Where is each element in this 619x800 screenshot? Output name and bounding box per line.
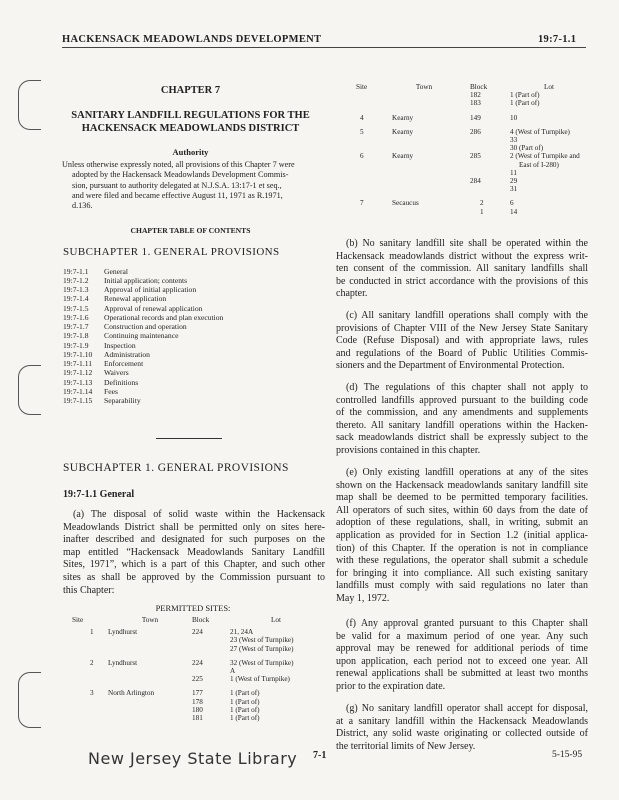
table-cell xyxy=(72,645,108,653)
table-row xyxy=(340,193,588,207)
paragraph-line: chapter. xyxy=(336,288,368,300)
table-row xyxy=(72,675,322,683)
table-row xyxy=(72,653,322,667)
column-header-town: Town xyxy=(141,616,159,624)
toc-item: 19:7-1.13 Definitions xyxy=(63,378,139,387)
table-cell xyxy=(378,91,470,99)
table-cell xyxy=(378,161,470,169)
toc-item: 19:7-1.5 Approval of renewal application xyxy=(63,304,203,313)
table-cell: Kearny xyxy=(392,127,414,136)
table-cell xyxy=(192,645,230,653)
table-row xyxy=(340,91,588,99)
paragraph-line: (b) No sanitary landfill site shall be operated within the xyxy=(346,238,588,249)
table-cell xyxy=(470,185,510,193)
table-row xyxy=(340,208,588,216)
table-row xyxy=(340,99,588,107)
table-cell: 149 xyxy=(470,113,481,122)
paragraph-line: (a) The disposal of solid waste within the Hackensack xyxy=(73,509,325,520)
paragraph-line: (g) No sanitary landfill operator shall accept for disposal, xyxy=(346,703,588,714)
library-stamp: New Jersey State Library xyxy=(88,749,298,768)
table-cell xyxy=(108,714,192,722)
table-cell xyxy=(108,675,192,683)
table-row xyxy=(72,645,322,653)
table-cell: 7 xyxy=(360,199,364,208)
paragraph-line: tion) of this Chapter. If the operation is not in compliance xyxy=(336,542,588,554)
paragraph-line: Hackensack meadowlands district without the express writ- xyxy=(336,250,588,262)
table-cell: 14 xyxy=(510,207,518,216)
paragraph-line: the territorial limits of New Jersey. xyxy=(336,740,476,752)
paragraph-line: provisions of Chapter VIII of the New Jersey State Sanitary xyxy=(336,322,588,334)
toc-heading: CHAPTER TABLE OF CONTENTS xyxy=(130,226,251,235)
table-cell: Lyndhurst xyxy=(108,658,138,667)
paragraph-line: provisions contained in this chapter. xyxy=(336,444,481,456)
table-cell xyxy=(340,144,378,152)
table-row xyxy=(72,698,322,706)
paragraph-line: application as provided for in Section 1.2 (initial applica- xyxy=(336,529,588,541)
paragraph-line: adoption of these regulations, shall, in writing, submit an xyxy=(336,517,588,529)
page-number: 7-1 xyxy=(313,750,327,761)
paragraph-line: approval may be renewed for additional periods of time xyxy=(336,643,588,655)
table-row xyxy=(340,152,588,160)
table-cell xyxy=(192,667,230,675)
table-header-row xyxy=(72,616,322,628)
table-header-row xyxy=(340,83,588,91)
chapter-title-line-2: HACKENSACK MEADOWLANDS DISTRICT xyxy=(81,123,300,134)
table-row xyxy=(340,122,588,136)
table-row xyxy=(72,714,322,722)
table-cell: 285 xyxy=(470,152,481,161)
running-header-section: 19:7-1.1 xyxy=(538,34,577,45)
paragraph-line: Meadowlands District shall be permitted only on sites here- xyxy=(63,521,325,533)
toc-item: 19:7-1.9 Inspection xyxy=(63,341,136,350)
column-header-site: Site xyxy=(72,616,84,624)
table-cell xyxy=(72,714,108,722)
table-cell xyxy=(340,208,378,216)
punch-hole-mark xyxy=(18,672,41,728)
paragraph-line: sites as shall be approved by the Commission pursuant to xyxy=(63,571,325,583)
paragraph-line: controlled landfills approved pursuant to the building code xyxy=(336,394,588,406)
toc-item: 19:7-1.4 Renewal application xyxy=(63,294,167,303)
paragraph-e xyxy=(336,467,588,606)
table-cell xyxy=(378,169,470,177)
column-header-block: Block xyxy=(192,616,210,624)
table-cell xyxy=(72,667,108,675)
table-cell: 224 xyxy=(192,628,203,637)
column-header-block: Block xyxy=(470,83,488,91)
table-cell: 29 xyxy=(510,177,518,186)
table-row xyxy=(340,136,588,144)
table-cell: 3 xyxy=(90,689,94,698)
authority-line: Unless otherwise expressly noted, all provisions of this Chapter 7 were xyxy=(62,160,295,169)
chapter-title-line-1: SANITARY LANDFILL REGULATIONS FOR THE xyxy=(71,110,310,121)
table-cell: 6 xyxy=(360,152,364,161)
paragraph-line: be conducted in strict accordance with the provisions of this xyxy=(336,275,588,287)
paragraph-line: sack meadowlands district shall be expressly subject to the xyxy=(336,432,588,444)
toc-item: 19:7-1.6 Operational records and plan execution xyxy=(63,313,224,322)
table-cell xyxy=(340,161,378,169)
table-cell: 1 (West of Turnpike) xyxy=(230,675,290,684)
table-cell: 180 xyxy=(192,705,203,714)
paragraph-b xyxy=(336,238,588,301)
table-row xyxy=(72,683,322,697)
paragraph-line: shown on the Hackensack meadowlands sanitary landfill site xyxy=(336,479,588,491)
table-cell: 1 (Part of) xyxy=(510,99,540,108)
table-cell xyxy=(108,698,192,706)
permitted-sites-table xyxy=(72,616,322,722)
paragraph-line: at a sanitary landfill within the Hackensack Meadowlands xyxy=(336,715,588,727)
table-cell: 5 xyxy=(360,127,364,136)
table-cell: Secaucus xyxy=(392,199,419,208)
section-divider xyxy=(156,438,222,439)
paragraph-f xyxy=(336,618,588,694)
table-cell xyxy=(340,185,378,193)
section-heading: 19:7-1.1 General xyxy=(63,489,135,500)
column-header-site: Site xyxy=(356,83,368,91)
paragraph-line: (f) Any approval granted pursuant to this Chapter shall xyxy=(346,618,588,629)
table-cell: 177 xyxy=(192,689,203,698)
table-cell xyxy=(72,636,108,644)
paragraph-line: map shall be deemed to be permitted temporary facilities. xyxy=(336,492,588,504)
toc-item: 19:7-1.15 Separability xyxy=(63,396,141,405)
authority-line: d.136. xyxy=(72,201,93,211)
paragraph-line: inafter described and designated for such purposes on the xyxy=(63,534,325,546)
table-cell: 1 xyxy=(90,628,94,637)
table-cell xyxy=(72,706,108,714)
table-cell xyxy=(470,136,510,144)
table-cell: Kearny xyxy=(392,113,414,122)
running-header-title: HACKENSACK MEADOWLANDS DEVELOPMENT xyxy=(62,34,322,45)
paragraph-d xyxy=(336,382,588,458)
toc-item: 19:7-1.2 Initial application; contents xyxy=(63,276,188,285)
paragraph-line: be valid for a maximum period of one year. Any such xyxy=(336,630,588,642)
table-cell: 2 xyxy=(90,658,94,667)
table-cell: 1 (Part of) xyxy=(230,697,260,706)
authority-heading: Authority xyxy=(172,147,209,157)
table-cell: 225 xyxy=(192,675,203,684)
table-cell: 11 xyxy=(510,168,517,177)
table-cell: 2 (West of Turnpike and xyxy=(510,152,580,161)
table-cell xyxy=(108,645,192,653)
paragraph-line: ten consent of the commission. All sanitary landfills shall xyxy=(336,263,588,275)
table-cell: 1 (Part of) xyxy=(510,91,540,100)
permitted-sites-table-continued xyxy=(340,83,588,216)
punch-hole-mark xyxy=(18,80,41,130)
table-cell xyxy=(470,144,510,152)
paragraph-line: renewal applications shall be submitted at least two months xyxy=(336,668,588,680)
table-cell: 181 xyxy=(192,714,203,723)
table-cell xyxy=(340,136,378,144)
toc-item: 19:7-1.8 Continuing maintenance xyxy=(63,331,179,340)
table-cell xyxy=(72,675,108,683)
table-row xyxy=(72,667,322,675)
authority-line: adopted by the Hackensack Meadowlands Development Commis- xyxy=(72,170,289,180)
permitted-sites-title: PERMITTED SITES: xyxy=(155,603,231,613)
table-cell: 33 xyxy=(510,136,518,145)
table-row xyxy=(72,706,322,714)
paragraph-line: map entitled “Hackensack Meadowlands Sanitary Landfill xyxy=(63,546,325,558)
toc-item: 19:7-1.11 Enforcement xyxy=(63,359,144,368)
table-row xyxy=(72,628,322,636)
table-cell: 10 xyxy=(510,113,518,122)
paragraph-line: Sites, 1971”, which is a part of this Chapter, and such other xyxy=(63,559,325,571)
table-cell xyxy=(340,169,378,177)
table-cell: 6 xyxy=(510,199,514,208)
subchapter-heading: SUBCHAPTER 1. GENERAL PROVISIONS xyxy=(63,462,289,474)
paragraph-line: (c) All sanitary landfill operations shall comply with the xyxy=(346,310,588,321)
table-cell: Lyndhurst xyxy=(108,628,138,637)
authority-note xyxy=(62,160,324,211)
table-row xyxy=(340,169,588,177)
table-cell: 4 xyxy=(360,113,364,122)
paragraph-line: with these regulations, the operator shall submit a schedule xyxy=(336,555,588,567)
table-cell: 30 (Part of) xyxy=(510,144,544,153)
table-cell xyxy=(378,208,470,216)
table-cell xyxy=(108,706,192,714)
paragraph-line: of the commission, and any amendments and supplements xyxy=(336,407,588,419)
paragraph-line: (e) Only existing landfill operations at any of the sites xyxy=(346,467,588,478)
table-cell xyxy=(378,136,470,144)
column-header-town: Town xyxy=(415,83,433,91)
table-cell: 23 (West of Turnpike) xyxy=(230,636,294,645)
paragraph-line: All operators of such sites, within 60 days from the date of xyxy=(336,504,588,516)
table-cell: Kearny xyxy=(392,152,414,161)
table-row xyxy=(72,636,322,644)
table-cell: 182 xyxy=(470,91,481,100)
table-cell: 27 (West of Turnpike) xyxy=(230,644,294,653)
table-cell: A xyxy=(230,667,236,676)
table-cell: East of I-280) xyxy=(519,160,559,169)
table-cell xyxy=(378,177,470,185)
table-row xyxy=(340,177,588,185)
table-cell: 31 xyxy=(510,185,518,194)
toc-item: 19:7-1.12 Waivers xyxy=(63,368,129,377)
toc-subchapter: SUBCHAPTER 1. GENERAL PROVISIONS xyxy=(63,246,280,258)
table-cell: 1 (Part of) xyxy=(230,689,260,698)
paragraph-line: Code (Refuse Disposal) and with appropriate laws, rules xyxy=(336,335,588,347)
authority-line: and were filed and became effective August 11, 1971 as R.1971, xyxy=(72,190,283,200)
table-row xyxy=(340,185,588,193)
paragraph-line: District, any solid waste originating or collected outside of xyxy=(336,728,588,740)
paragraph-c xyxy=(336,310,588,373)
paragraph-line: and regulations of the Board of Public Utilities Commis- xyxy=(336,347,588,359)
paragraph-line: sioners and the Department of Environmental Protection. xyxy=(336,360,565,372)
table-cell: 1 (Part of) xyxy=(230,714,260,723)
table-cell xyxy=(470,169,510,177)
authority-line: sion, pursuant to authority delegated at N.J.S.A. 13:17-1 et seq., xyxy=(72,180,282,190)
paragraph-line: upon application, each period not to exceed one year. All xyxy=(336,655,588,667)
toc-item: 19:7-1.14 Fees xyxy=(63,387,118,396)
table-cell xyxy=(108,636,192,644)
paragraph-line: prior to the expiration date. xyxy=(336,680,446,692)
table-cell: 183 xyxy=(470,99,481,108)
table-row xyxy=(340,108,588,122)
table-cell: 1 xyxy=(480,207,484,216)
paragraph-line: for bringing it into compliance. All such existing sanitary xyxy=(336,567,588,579)
table-cell xyxy=(340,177,378,185)
table-row xyxy=(340,161,588,169)
table-cell xyxy=(470,161,510,169)
table-cell xyxy=(340,99,378,107)
toc-item: 19:7-1.7 Construction and operation xyxy=(63,322,187,331)
header-rule xyxy=(62,47,586,48)
toc-item: 19:7-1.1 General xyxy=(63,267,129,276)
revision-date: 5-15-95 xyxy=(552,750,583,760)
toc-item: 19:7-1.10 Administration xyxy=(63,350,150,359)
table-cell: 224 xyxy=(192,658,203,667)
table-cell: 32 (West of Turnpike) xyxy=(230,658,294,667)
table-row xyxy=(340,144,588,152)
paragraph-line: this Chapter: xyxy=(63,584,115,596)
paragraph-g xyxy=(336,703,588,753)
table-cell: 4 (West of Turnpike) xyxy=(510,127,570,136)
column-header-lot: Lot xyxy=(544,83,554,91)
table-cell xyxy=(72,698,108,706)
table-cell: 284 xyxy=(470,177,481,186)
table-cell: 1 (Part of) xyxy=(230,705,260,714)
table-cell: 178 xyxy=(192,697,203,706)
table-cell: 21, 24A xyxy=(230,628,254,637)
table-cell: 2 xyxy=(480,199,484,208)
paragraph-line: (d) The regulations of this chapter shall not apply to xyxy=(346,382,588,393)
column-header-lot: Lot xyxy=(271,616,281,624)
table-cell: North Arlington xyxy=(108,689,155,698)
table-cell: 286 xyxy=(470,127,481,136)
punch-hole-mark xyxy=(18,365,41,415)
table-cell xyxy=(378,144,470,152)
paragraph-line: landfills must comply with said regulations no later than xyxy=(336,580,588,592)
toc-item: 19:7-1.3 Approval of initial application xyxy=(63,285,197,294)
table-cell xyxy=(378,185,470,193)
table-cell xyxy=(192,636,230,644)
paragraph-a xyxy=(63,509,325,597)
table-cell xyxy=(108,667,192,675)
table-cell xyxy=(378,99,470,107)
table-cell xyxy=(340,91,378,99)
chapter-label: CHAPTER 7 xyxy=(160,85,221,96)
paragraph-line: thereto. All sanitary landfill operations within the Hacken- xyxy=(336,419,588,431)
paragraph-line: May 1, 1972. xyxy=(336,592,390,604)
